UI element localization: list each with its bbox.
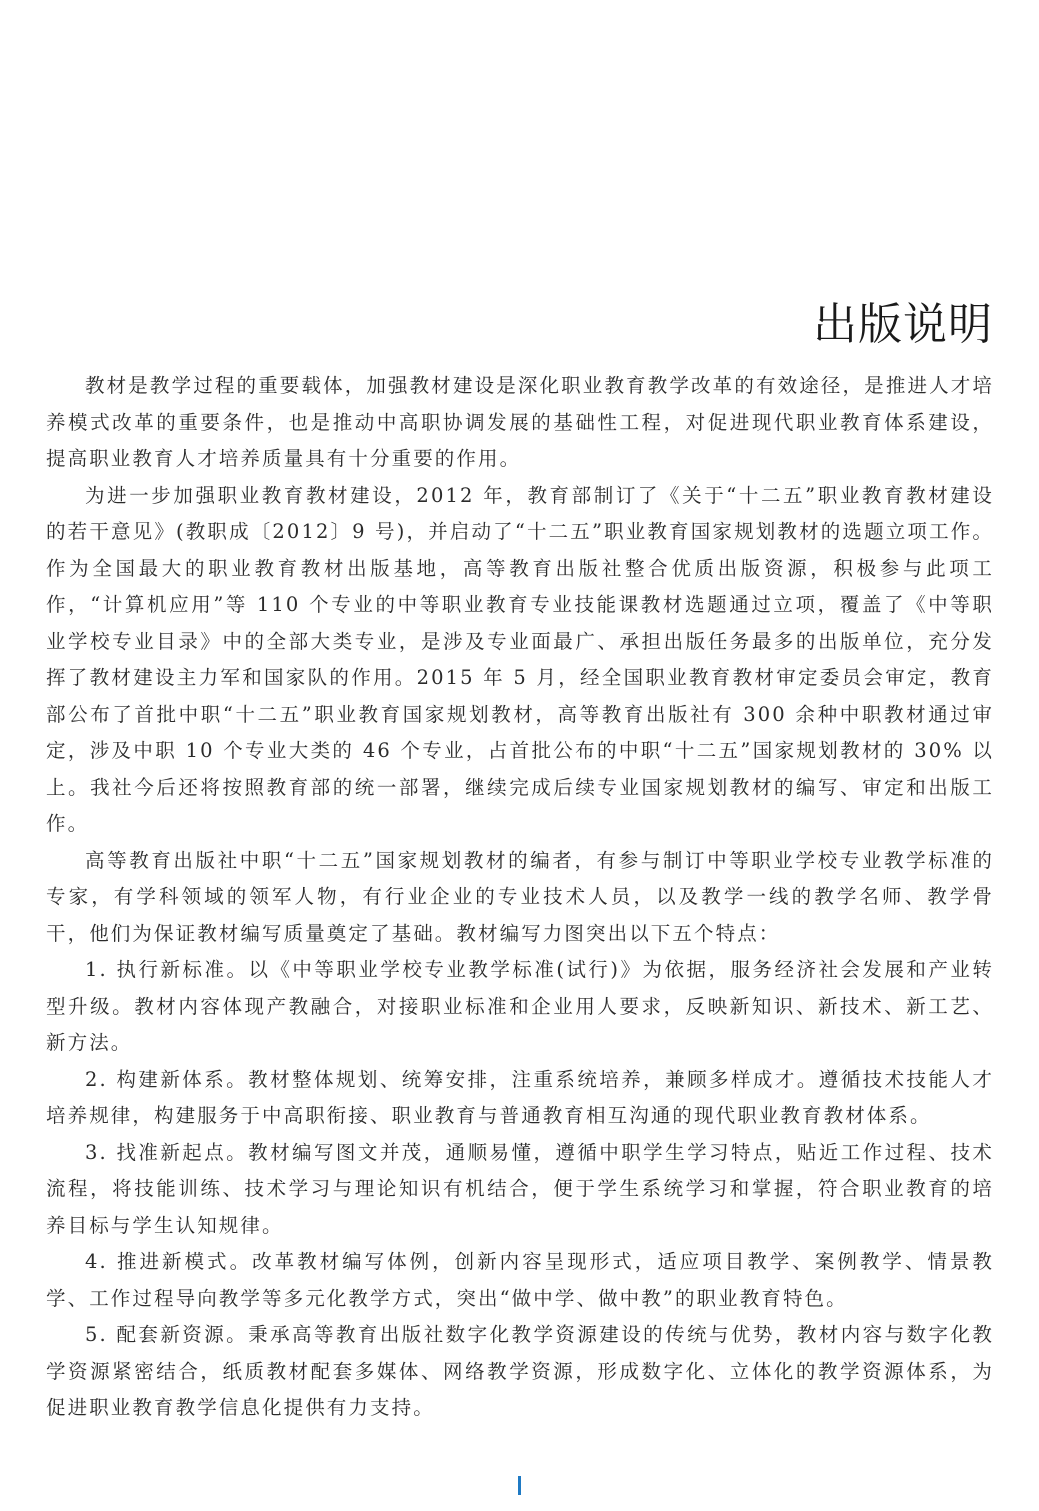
paragraph-feature-1: 1. 执行新标准。以《中等职业学校专业教学标准(试行)》为依据，服务经济社会发展和产业转型升级。教材内容体现产教融合，对接职业标准和企业用人要求，反映新知识、新技术、新工艺、新方法。: [46, 958, 994, 1054]
body-text: [46, 368, 994, 1427]
paragraph-feature-2: 2. 构建新体系。教材整体规划、统筹安排，注重系统培养，兼顾多样成才。遵循技术技能人才培养规律，构建服务于中高职衔接、职业教育与普通教育相互沟通的现代职业教育教材体系。: [46, 1067, 994, 1127]
paragraph-background: 为进一步加强职业教育教材建设，2012 年，教育部制订了《关于“十二五”职业教育教材建设的若干意见》(教职成〔2012〕9 号)，并启动了“十二五”职业教育国家规划教材的选题立项工作。作为全国最大的职业教育教材出版基地，高等教育出版社整合优质出版资源，积极参与此项工作，“计算机应用”等 110 个专业的中等职业教育专业技能课教材选题通过立项，覆盖了《中等职业学校专业目录》中的全部大类专业，是涉及专业面最广、承担出版任务最多的出版单位，充分发挥了教材建设主力军和国家队的作用。2015 年 5 月，经全国职业教育教材审定委员会审定，教育部公布了首批中职“十二五”职业教育国家规划教材，高等教育出版社有 300 余种中职教材通过审定，涉及中职 10 个专业大类的 46 个专业，占首批公布的中职“十二五”国家规划教材的 30% 以上。我社今后还将按照教育部的统一部署，继续完成后续专业国家规划教材的编写、审定和出版工作。: [46, 483, 994, 835]
paragraph-feature-4: 4. 推进新模式。改革教材编写体例，创新内容呈现形式，适应项目教学、案例教学、情景教学、工作过程导向教学等多元化教学方式，突出“做中学、做中教”的职业教育特色。: [46, 1250, 994, 1310]
page-number-marker: [518, 1476, 521, 1495]
paragraph-feature-3: 3. 找准新起点。教材编写图文并茂，通顺易懂，遵循中职学生学习特点，贴近工作过程、技术流程，将技能训练、技术学习与理论知识有机结合，便于学生系统学习和掌握，符合职业教育的培养目标与学生认知规律。: [46, 1140, 994, 1237]
paragraph-editors: 高等教育出版社中职“十二五”国家规划教材的编者，有参与制订中等职业学校专业教学标准的专家，有学科领域的领军人物，有行业企业的专业技术人员，以及教学一线的教学名师、教学骨干，他们为保证教材编写质量奠定了基础。教材编写力图突出以下五个特点：: [46, 848, 994, 945]
page-title: 出版说明: [813, 299, 993, 351]
paragraph-intro: 教材是教学过程的重要载体，加强教材建设是深化职业教育教学改革的有效途径，是推进人才培养模式改革的重要条件，也是推动中高职协调发展的基础性工程，对促进现代职业教育体系建设，提高职业教育人才培养质量具有十分重要的作用。: [46, 374, 994, 470]
paragraph-feature-5: 5. 配套新资源。秉承高等教育出版社数字化教学资源建设的传统与优势，教材内容与数字化教学资源紧密结合，纸质教材配套多媒体、网络教学资源，形成数字化、立体化的教学资源体系，为促进职业教育教学信息化提供有力支持。: [46, 1323, 994, 1419]
